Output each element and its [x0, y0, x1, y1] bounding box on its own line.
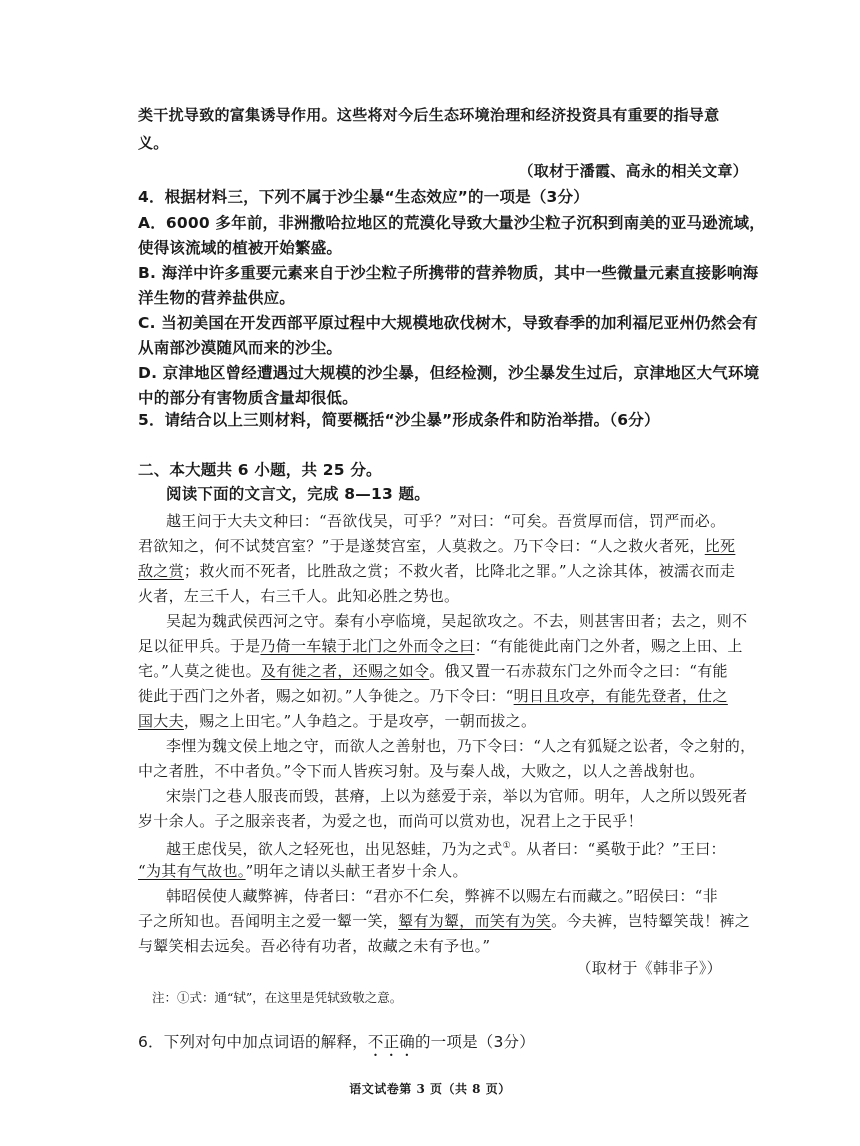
passage-p1-line4: 火者，左三千人，右三千人。此知必胜之势也。: [138, 587, 460, 605]
q4-option-c-line1: C. 当初美国在开发西部平原过程中大规模地砍伐树木，导致春季的加利福尼亚州仍然会有: [138, 314, 758, 332]
passage-p4-line1: 宋崇门之巷人服丧而毁，甚瘠，上以为慈爱于亲，举以为官师。明年，人之所以毁死者: [166, 787, 748, 805]
passage-p5-line2: “为其有气故也。”明年之请以头献王者岁十余人。: [138, 862, 468, 880]
q4-option-a-line1: A．6000 多年前，非洲撒哈拉地区的荒漠化导致大量沙尘粒子沉积到南美的亚马逊流域，: [138, 214, 765, 232]
passage-p6-line2: 子之所知也。吾闻明主之爱一颦一笑，颦有为颦，而笑有为笑。今夫裤，岂特颦笑哉！裤之: [138, 912, 751, 930]
material3-cont-line1: 类干扰导致的富集诱导作用。这些将对今后生态环境治理和经济投资具有重要的指导意: [138, 106, 720, 124]
passage-p2-line4: 徙此于西门之外者，赐之如初。”人争徙之。乃下令曰：“明日且攻亭，有能先登者，仕之: [138, 687, 728, 705]
passage-p2-line5: 国大夫，赐之上田宅。”人争趋之。于是攻亭，一朝而拔之。: [138, 712, 537, 730]
footnote-marker: ①: [502, 841, 511, 851]
section2-heading: 二、本大题共 6 小题，共 25 分。: [138, 461, 382, 479]
passage-p3-line1: 李悝为魏文侯上地之守，而欲人之善射也，乃下令曰：“人之有狐疑之讼者，令之射的，: [166, 737, 756, 755]
underlined-phrase-3: 及有徙之者，还赐之如令: [260, 662, 430, 680]
passage-p5-line1: 越王虑伐吴，欲人之轻死也，出见怒蛙，乃为之式①。从者曰：“奚敬于此？”王曰：: [166, 840, 726, 858]
q4-option-c-line2: 从南部沙漠随风而来的沙尘。: [138, 339, 343, 357]
q4-option-b-line1: B. 海洋中许多重要元素来自于沙尘粒子所携带的营养物质，其中一些微量元素直接影响海: [138, 264, 759, 282]
passage-p3-line2: 中之者胜，不中者负。”令下而人皆疾习射。及与秦人战，大败之，以人之善战射也。: [138, 762, 705, 780]
passage-p1-line3: 敌之赏；救火而不死者，比胜敌之赏；不救火者，比降北之罪。”人之涂其体，被濡衣而走: [138, 562, 736, 580]
q5-stem: 5．请结合以上三则材料，简要概括“沙尘暴”形成条件和防治举措。（6分）: [138, 411, 660, 429]
underlined-phrase-6: 颦有为颦，而笑有为笑: [398, 912, 552, 930]
material3-cont-line2: 义。: [138, 134, 169, 152]
underlined-phrase-4: 明日且攻亭，有能先登者，仕之: [513, 687, 728, 705]
q4-option-d-line1: D. 京津地区曾经遭遇过大规模的沙尘暴，但经检测，沙尘暴发生过后，京津地区大气环境: [138, 364, 760, 382]
page-footer: 语文试卷第 3 页（共 8 页）: [349, 1082, 511, 1096]
passage-note: 注：①式：通“轼”，在这里是凭轼致敬之意。: [152, 990, 403, 1005]
q4-option-d-line2: 中的部分有害物质含量却很低。: [138, 389, 358, 407]
section2-instruction: 阅读下面的文言文，完成 8—13 题。: [166, 485, 430, 503]
q4-option-a-line2: 使得该流域的植被开始繁盛。: [138, 239, 343, 257]
underlined-phrase-1-cont: 敌之赏: [138, 562, 184, 580]
passage-p1-line2: 君欲知之，何不试焚宫室？”于是遂焚宫室，人莫救之。乃下令曰：“人之救火者死，比死: [138, 537, 736, 555]
q4-option-b-line2: 洋生物的营养盐供应。: [138, 289, 296, 307]
underlined-phrase-4-cont: 国大夫: [138, 712, 184, 730]
passage-p6-line3: 与颦笑相去远矣。吾必待有功者，故藏之未有予也。”: [138, 937, 491, 955]
passage-source: （取材于《韩非子》）: [576, 959, 722, 977]
passage-p2-line2: 足以征甲兵。于是乃倚一车辕于北门之外而令之曰：“有能徙此南门之外者，赐之上田、上: [138, 637, 743, 655]
passage-p1-line1: 越王问于大夫文种曰：“吾欲伐吴，可乎？”对曰：“可矣。吾赏厚而信，罚严而必。: [166, 512, 726, 530]
material3-source: （取材于潘霞、高永的相关文章）: [518, 162, 748, 180]
q4-stem: 4．根据材料三，下列不属于沙尘暴“生态效应”的一项是（3分）: [138, 188, 589, 206]
underlined-phrase-2: 乃倚一车辕于北门之外而令之曰: [260, 637, 475, 655]
passage-p2-line3: 宅。”人莫之徙也。及有徙之者，还赐之如令。俄又置一石赤菽东门之外而令之曰：“有能: [138, 662, 728, 680]
q6-stem: 6．下列对句中加点词语的解释，不正确的一项是（3分）: [138, 1033, 535, 1051]
emphasized-word: 不正确: [367, 1033, 415, 1051]
passage-p2-line1: 吴起为魏武侯西河之守。秦有小亭临境，吴起欲攻之。不去，则甚害田者；去之，则不: [166, 612, 748, 630]
passage-p4-line2: 岁十余人。子之服亲丧者，为爱之也，而尚可以赏劝也，况君上之于民乎！: [138, 812, 643, 830]
underlined-phrase-1: 比死: [704, 537, 736, 555]
passage-p6-line1: 韩昭侯使人藏弊裤，侍者曰：“君亦不仁矣，弊裤不以赐左右而藏之。”昭侯曰：“非: [166, 887, 718, 905]
underlined-phrase-5: “为其有气故也。: [138, 862, 246, 880]
